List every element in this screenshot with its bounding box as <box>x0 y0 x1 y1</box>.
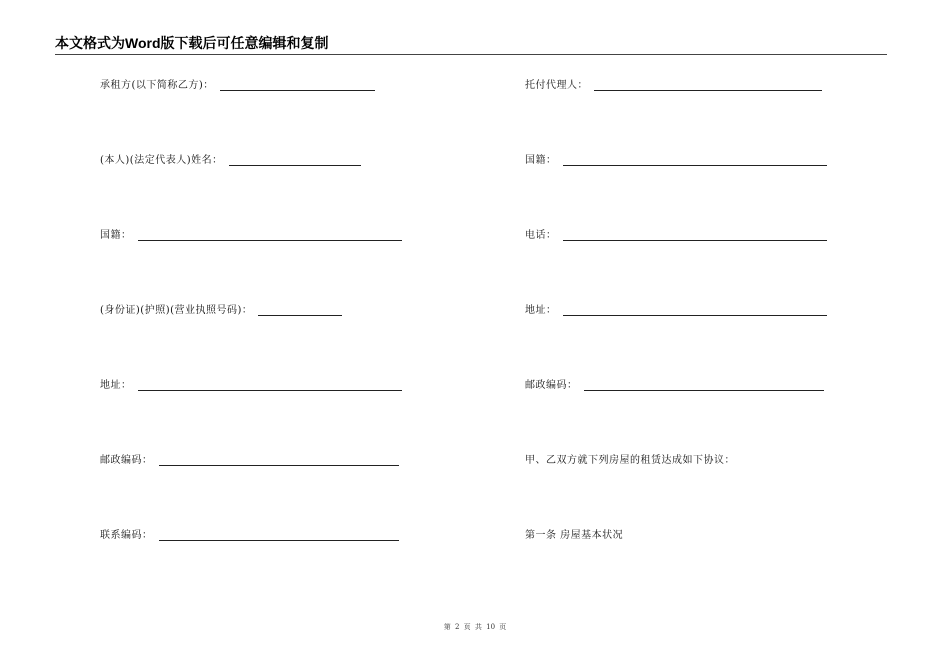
footer-total-word: 共 <box>474 623 482 631</box>
agent-address-label: 地址： <box>525 305 557 316</box>
nationality-row <box>100 229 402 243</box>
name-label: (本人)(法定代表人)姓名： <box>100 155 223 166</box>
agent-postcode-label: 邮政编码： <box>525 380 578 391</box>
article-one-row <box>525 529 623 543</box>
agent-address-row <box>525 304 827 318</box>
postcode-label: 邮政编码： <box>100 455 153 466</box>
phone-blank[interactable] <box>563 230 827 241</box>
header-title: 本文格式为Word版下载后可任意编辑和复制 <box>55 35 329 51</box>
address-row <box>100 379 402 393</box>
phone-label: 电话： <box>525 230 557 241</box>
agent-nationality-blank[interactable] <box>563 155 827 166</box>
id-row <box>100 304 342 318</box>
postcode-row <box>100 454 399 468</box>
contact-row <box>100 529 399 543</box>
lessee-row <box>100 79 375 93</box>
lessee-label: 承租方(以下简称乙方)： <box>100 80 214 91</box>
footer-page-number: 2 <box>454 623 460 631</box>
page-footer <box>0 622 950 632</box>
address-label: 地址： <box>100 380 132 391</box>
agent-label: 托付代理人： <box>525 80 588 91</box>
address-blank[interactable] <box>138 380 402 391</box>
agreement-intro-row <box>525 454 735 468</box>
agent-postcode-blank[interactable] <box>584 380 824 391</box>
footer-page-word: 页 <box>463 623 471 631</box>
agent-address-blank[interactable] <box>563 305 827 316</box>
contact-label: 联系编码： <box>100 530 153 541</box>
footer-prefix: 第 <box>443 623 451 631</box>
phone-row <box>525 229 827 243</box>
contact-blank[interactable] <box>159 530 399 541</box>
agent-blank[interactable] <box>594 80 822 91</box>
postcode-blank[interactable] <box>159 455 399 466</box>
footer-suffix: 页 <box>499 623 507 631</box>
nationality-label: 国籍： <box>100 230 132 241</box>
agreement-intro-text: 甲、乙双方就下列房屋的租赁达成如下协议： <box>525 455 735 466</box>
page-header <box>55 34 887 55</box>
agent-row <box>525 79 822 93</box>
id-blank[interactable] <box>258 305 342 316</box>
agent-nationality-label: 国籍： <box>525 155 557 166</box>
article-one-heading: 第一条 房屋基本状况 <box>525 530 624 541</box>
lessee-blank[interactable] <box>220 80 375 91</box>
id-label: (身份证)(护照)(营业执照号码)： <box>100 305 253 316</box>
footer-total-pages: 10 <box>486 623 496 631</box>
agent-postcode-row <box>525 379 824 393</box>
name-blank[interactable] <box>229 155 361 166</box>
agent-nationality-row <box>525 154 827 168</box>
nationality-blank[interactable] <box>138 230 402 241</box>
name-row <box>100 154 361 168</box>
